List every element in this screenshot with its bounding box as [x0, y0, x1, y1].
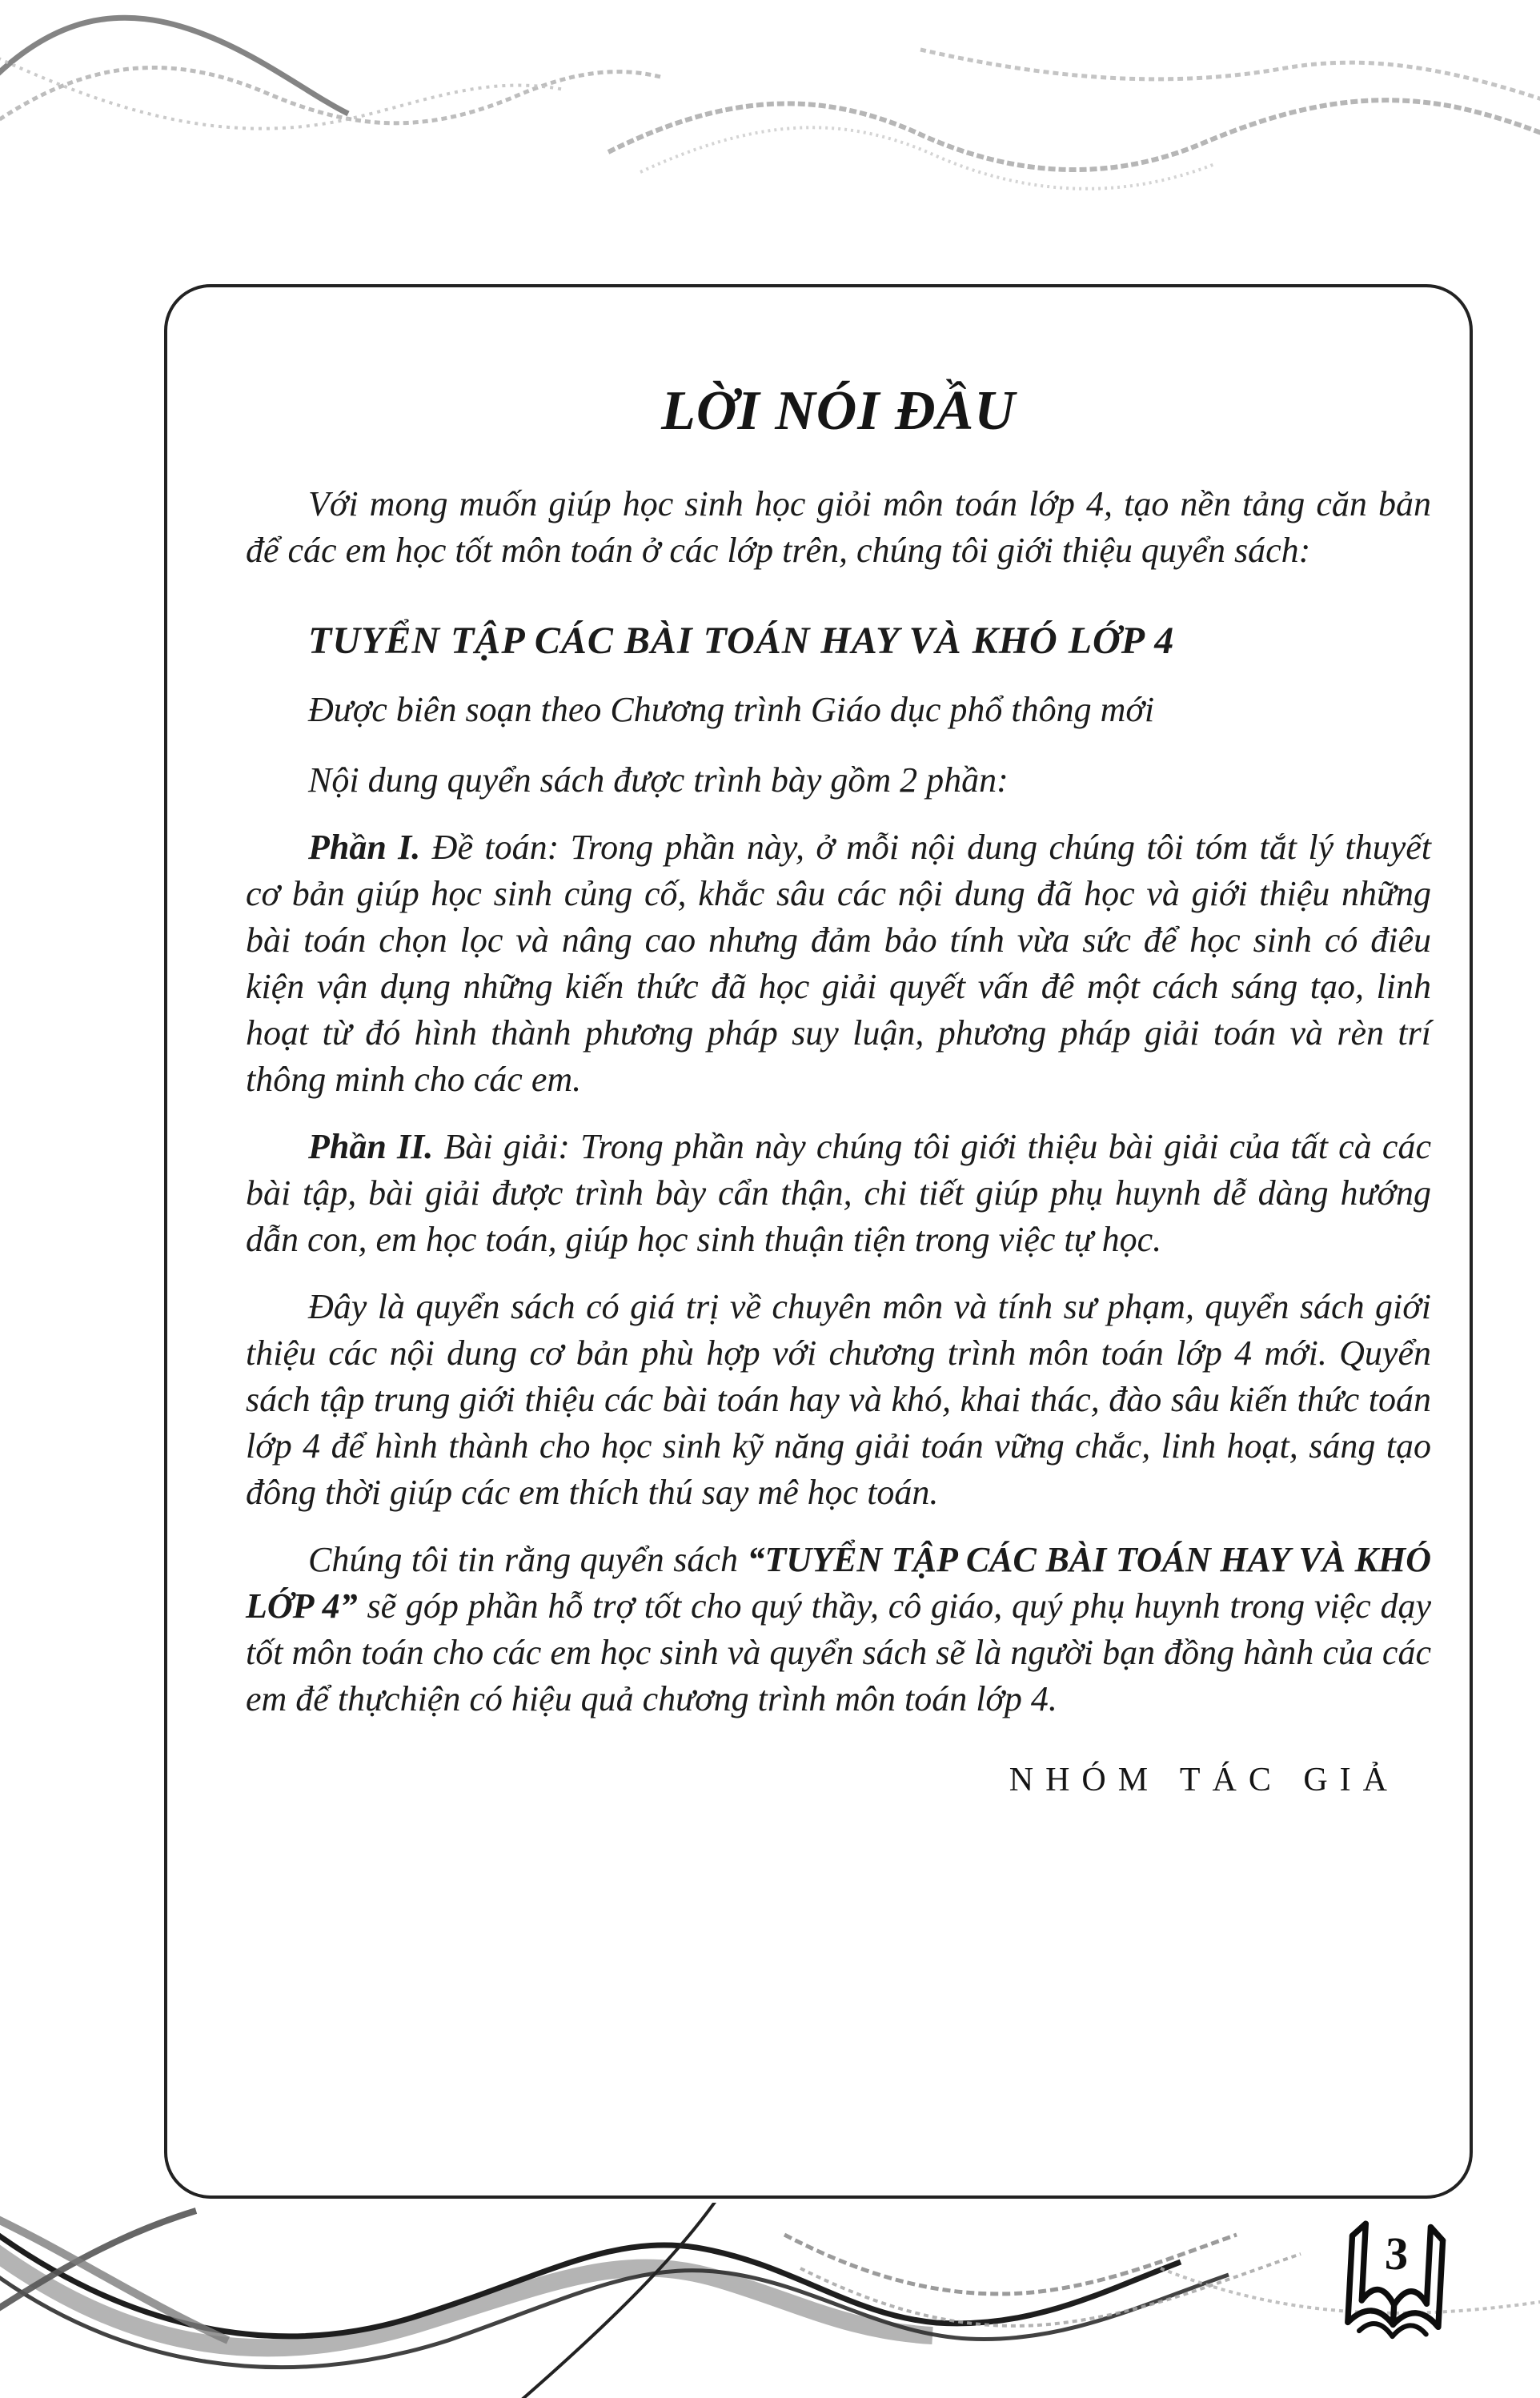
- top-wave-decoration-icon: [0, 0, 1540, 208]
- bold-text-run: TUYỂN TẬP CÁC BÀI TOÁN HAY VÀ KHÓ LỚP 4: [308, 619, 1175, 662]
- paragraph: [246, 1284, 1431, 1516]
- bold-text-run: Phần I.: [308, 827, 421, 867]
- paragraph: [246, 481, 1431, 574]
- page-number-badge: [1332, 2217, 1458, 2352]
- paragraph: [246, 619, 1431, 663]
- paragraph: [246, 1124, 1431, 1263]
- bold-text-run: Phần II.: [308, 1126, 434, 1166]
- paragraph: [246, 687, 1431, 733]
- text-run: Đề toán: Trong phần này, ở mỗi nội dung chúng tôi tóm tắt lý thuyết cơ bản giúp học sinh củng cố, khắc sâu các nội dung đã học và giới thiệu những bài toán chọn lọc và nâng cao nhưng đảm bảo tính vừa sức để học sinh có điêu kiện vận dụng những kiến thức đã học giải quyết vấn đê một cách sáng tạo, linh hoạt từ đó hình thành phương pháp suy luận, phương pháp giải toán và rèn trí thông minh cho các em.: [246, 827, 1431, 1099]
- preface-text: [246, 481, 1431, 1722]
- page-title: LỜI NÓI ĐẦU: [661, 380, 1016, 442]
- bottom-wave-decoration-icon: [0, 2203, 1540, 2398]
- content-frame: [164, 284, 1473, 2199]
- text-run: Với mong muốn giúp học sinh học giỏi môn toán lớp 4, tạo nền tảng căn bản để các em học tốt môn toán ở các lớp trên, chúng tôi giới thiệu quyển sách:: [246, 483, 1431, 570]
- text-run: Chúng tôi tin rằng quyển sách: [308, 1539, 748, 1579]
- bold-text-run: “TUYỂN TẬP CÁC BÀI TOÁN HAY VÀ KHÓ LỚP 4”: [246, 1539, 1431, 1626]
- paragraph: [246, 1537, 1431, 1722]
- text-run: Được biên soạn theo Chương trình Giáo dục phổ thông mới: [308, 689, 1155, 729]
- author-signature: NHÓM TÁC GIẢ: [1009, 1761, 1399, 1798]
- text-run: sẽ góp phần hỗ trợ tốt cho quý thầy, cô giáo, quý phụ huynh trong việc dạy tốt môn toán cho các em học sinh và quyển sách sẽ là người bạn đồng hành của các em để thựchiện có hiệu quả chương trình môn toán lớp 4.: [246, 1586, 1431, 1718]
- text-run: Bài giải: Trong phần này chúng tôi giới thiệu bài giải của tất cà các bài tập, bài giải được trình bày cẩn thận, chi tiết giúp phụ huynh dễ dàng hướng dẫn con, em học toán, giúp học sinh thuận tiện trong việc tự học.: [246, 1126, 1431, 1259]
- paragraph: [246, 757, 1431, 804]
- text-run: Đây là quyển sách có giá trị về chuyên môn và tính sư phạm, quyển sách giới thiệu các nội dung cơ bản phù hợp với chương trình môn toán lớp 4 mới. Quyển sách tập trung giới thiệu các bài toán hay và khó, khai thác, đào sâu kiến thức toán lớp 4 để hình thành cho học sinh kỹ năng giải toán vững chắc, linh hoạt, sáng tạo đông thời giúp các em thích thú say mê học toán.: [246, 1286, 1431, 1512]
- page-number: 3: [1383, 2227, 1410, 2280]
- text-run: Nội dung quyển sách được trình bày gồm 2 phần:: [308, 760, 1009, 800]
- paragraph: [246, 824, 1431, 1103]
